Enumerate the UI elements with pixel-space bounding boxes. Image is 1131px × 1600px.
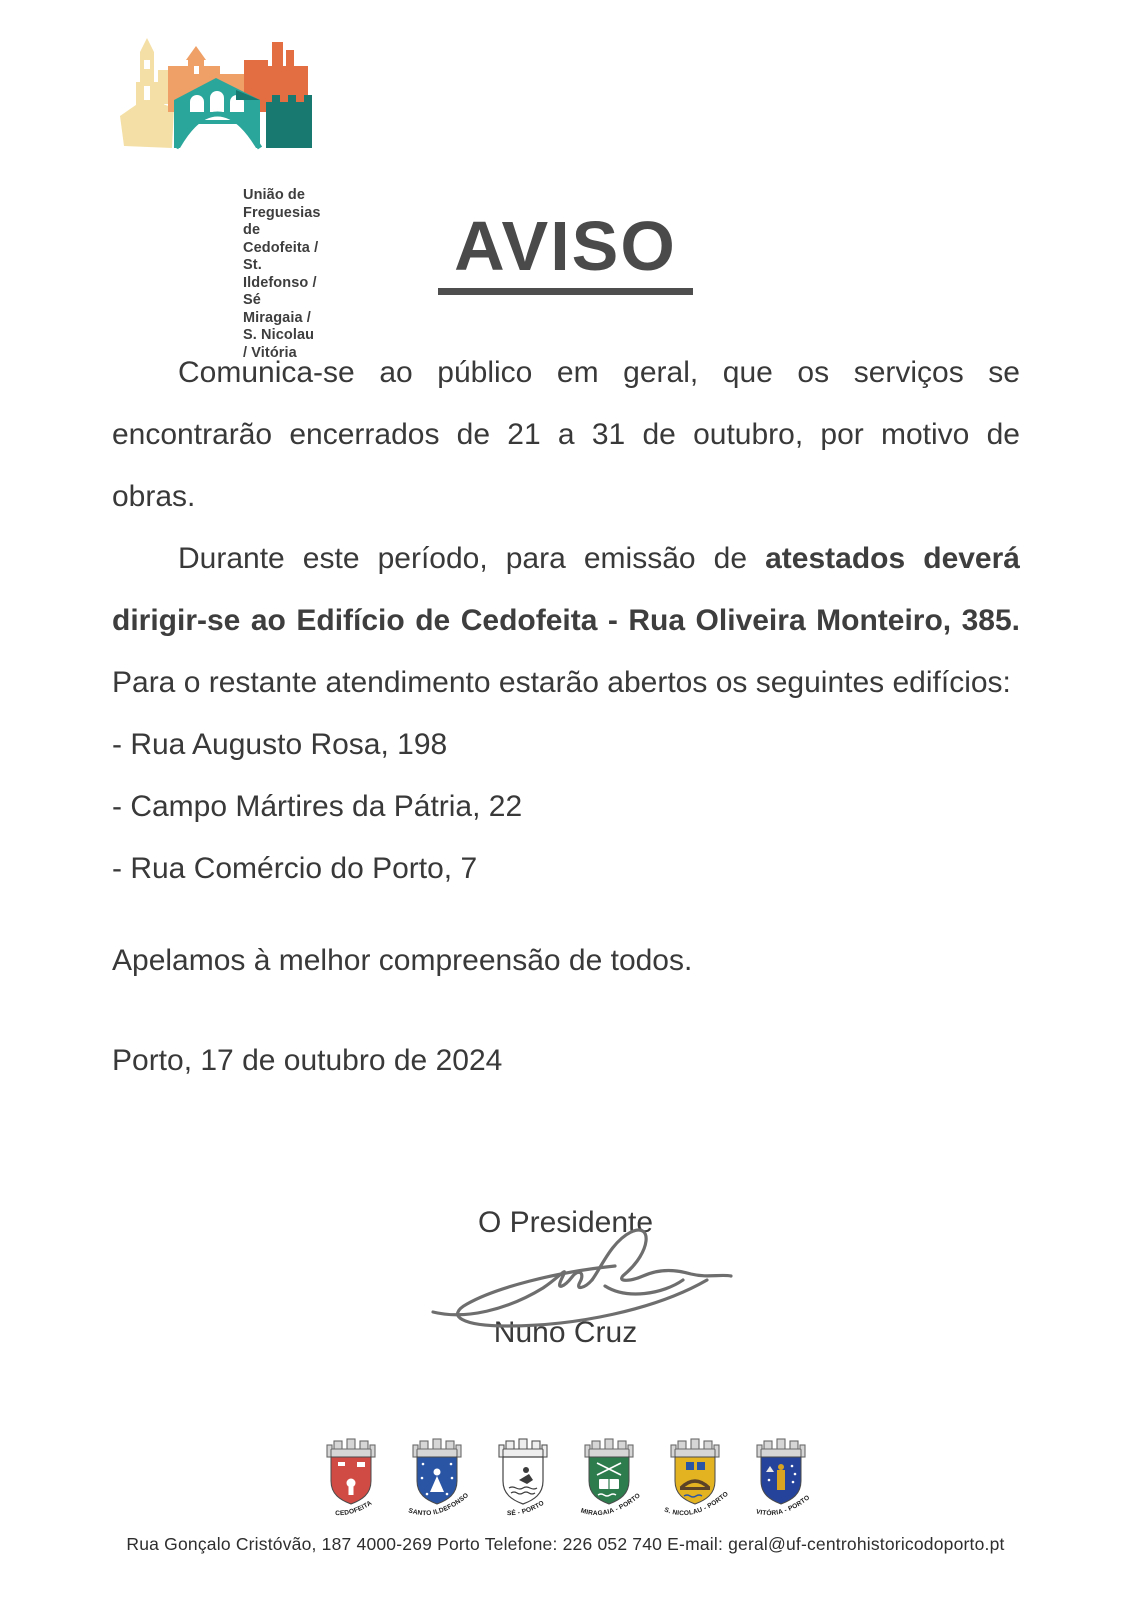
signature-role: O Presidente	[477, 1206, 654, 1239]
crest-santo-ildefonso-icon	[399, 1436, 475, 1522]
notice-body	[112, 342, 1020, 1092]
signature-block	[0, 1206, 1131, 1350]
crest-label: MIRAGAIA - PORTO	[579, 1492, 642, 1518]
address-item-1: - Rua Augusto Rosa, 198	[112, 728, 448, 761]
crest-vitoria-icon	[743, 1436, 819, 1522]
crest-shield	[503, 1457, 543, 1504]
porto-skyline-logo-icon	[116, 36, 316, 154]
signature-strokes	[433, 1230, 731, 1326]
signature-name: Nuno Cruz	[493, 1316, 638, 1349]
org-logo	[116, 36, 321, 361]
crest-label: SÉ - PORTO	[506, 1499, 546, 1518]
org-name-line-3: Miragaia / S. Nicolau / Vitória	[243, 309, 315, 361]
mural-crown	[413, 1439, 461, 1457]
paragraph-instructions-bold: atestados deverá dirigir-se ao Edifício de Cedofeita - Rua Oliveira Monteiro, 385.	[112, 542, 1020, 637]
crest-label: S. NICOLAU - PORTO	[662, 1490, 730, 1518]
crest-miragaia-icon	[571, 1436, 647, 1522]
org-name-line-2: Cedofeita / St. Ildefonso / Sé	[243, 239, 319, 308]
paragraph-instructions-normal-1: Durante este período, para emissão de	[178, 542, 766, 575]
crest-cedofeita-icon	[313, 1436, 389, 1522]
address-item-2: - Campo Mártires da Pátria, 22	[112, 790, 523, 823]
crest-shield	[589, 1457, 629, 1504]
mural-crown	[757, 1439, 805, 1457]
crest-shield	[675, 1457, 715, 1504]
crest-shield	[761, 1457, 801, 1504]
paragraph-instructions-normal-2: Para o restante atendimento estarão abertos os seguintes edifícios:	[112, 666, 1011, 699]
org-name-line-1: União de Freguesias de	[243, 187, 321, 238]
mural-crown	[671, 1439, 719, 1457]
page-title: AVISO	[438, 210, 693, 295]
crest-label: VITÓRIA - PORTO	[754, 1494, 811, 1518]
address-item-3: - Rua Comércio do Porto, 7	[112, 852, 478, 885]
title-wrap	[0, 207, 1131, 295]
mural-crown	[499, 1439, 547, 1457]
paragraph-closure: Comunica-se ao público em geral, que os serviços se encontrarão encerrados de 21 a 31 de outubro, por motivo de obras.	[112, 356, 1020, 513]
parish-crests	[0, 1436, 1131, 1522]
crest-s-nicolau-icon	[657, 1436, 733, 1522]
crest-label: SANTO ILDEFONSO	[406, 1491, 470, 1518]
crest-shield	[417, 1457, 457, 1504]
closing-line: Apelamos à melhor compreensão de todos.	[112, 944, 693, 977]
signature-handwriting-icon	[415, 1224, 745, 1328]
dateline: Porto, 17 de outubro de 2024	[112, 1044, 503, 1077]
crest-shield	[331, 1457, 371, 1504]
mural-crown	[585, 1439, 633, 1457]
crest-se-porto-icon	[485, 1436, 561, 1522]
mural-crown	[327, 1439, 375, 1457]
footer-contact: Rua Gonçalo Cristóvão, 187 4000-269 Porto Telefone: 226 052 740 E-mail: geral@uf-centrohistoricodoporto.pt	[126, 1534, 1005, 1554]
paragraph-instructions	[112, 528, 1020, 714]
crest-label: CEDOFEITA	[334, 1499, 373, 1518]
